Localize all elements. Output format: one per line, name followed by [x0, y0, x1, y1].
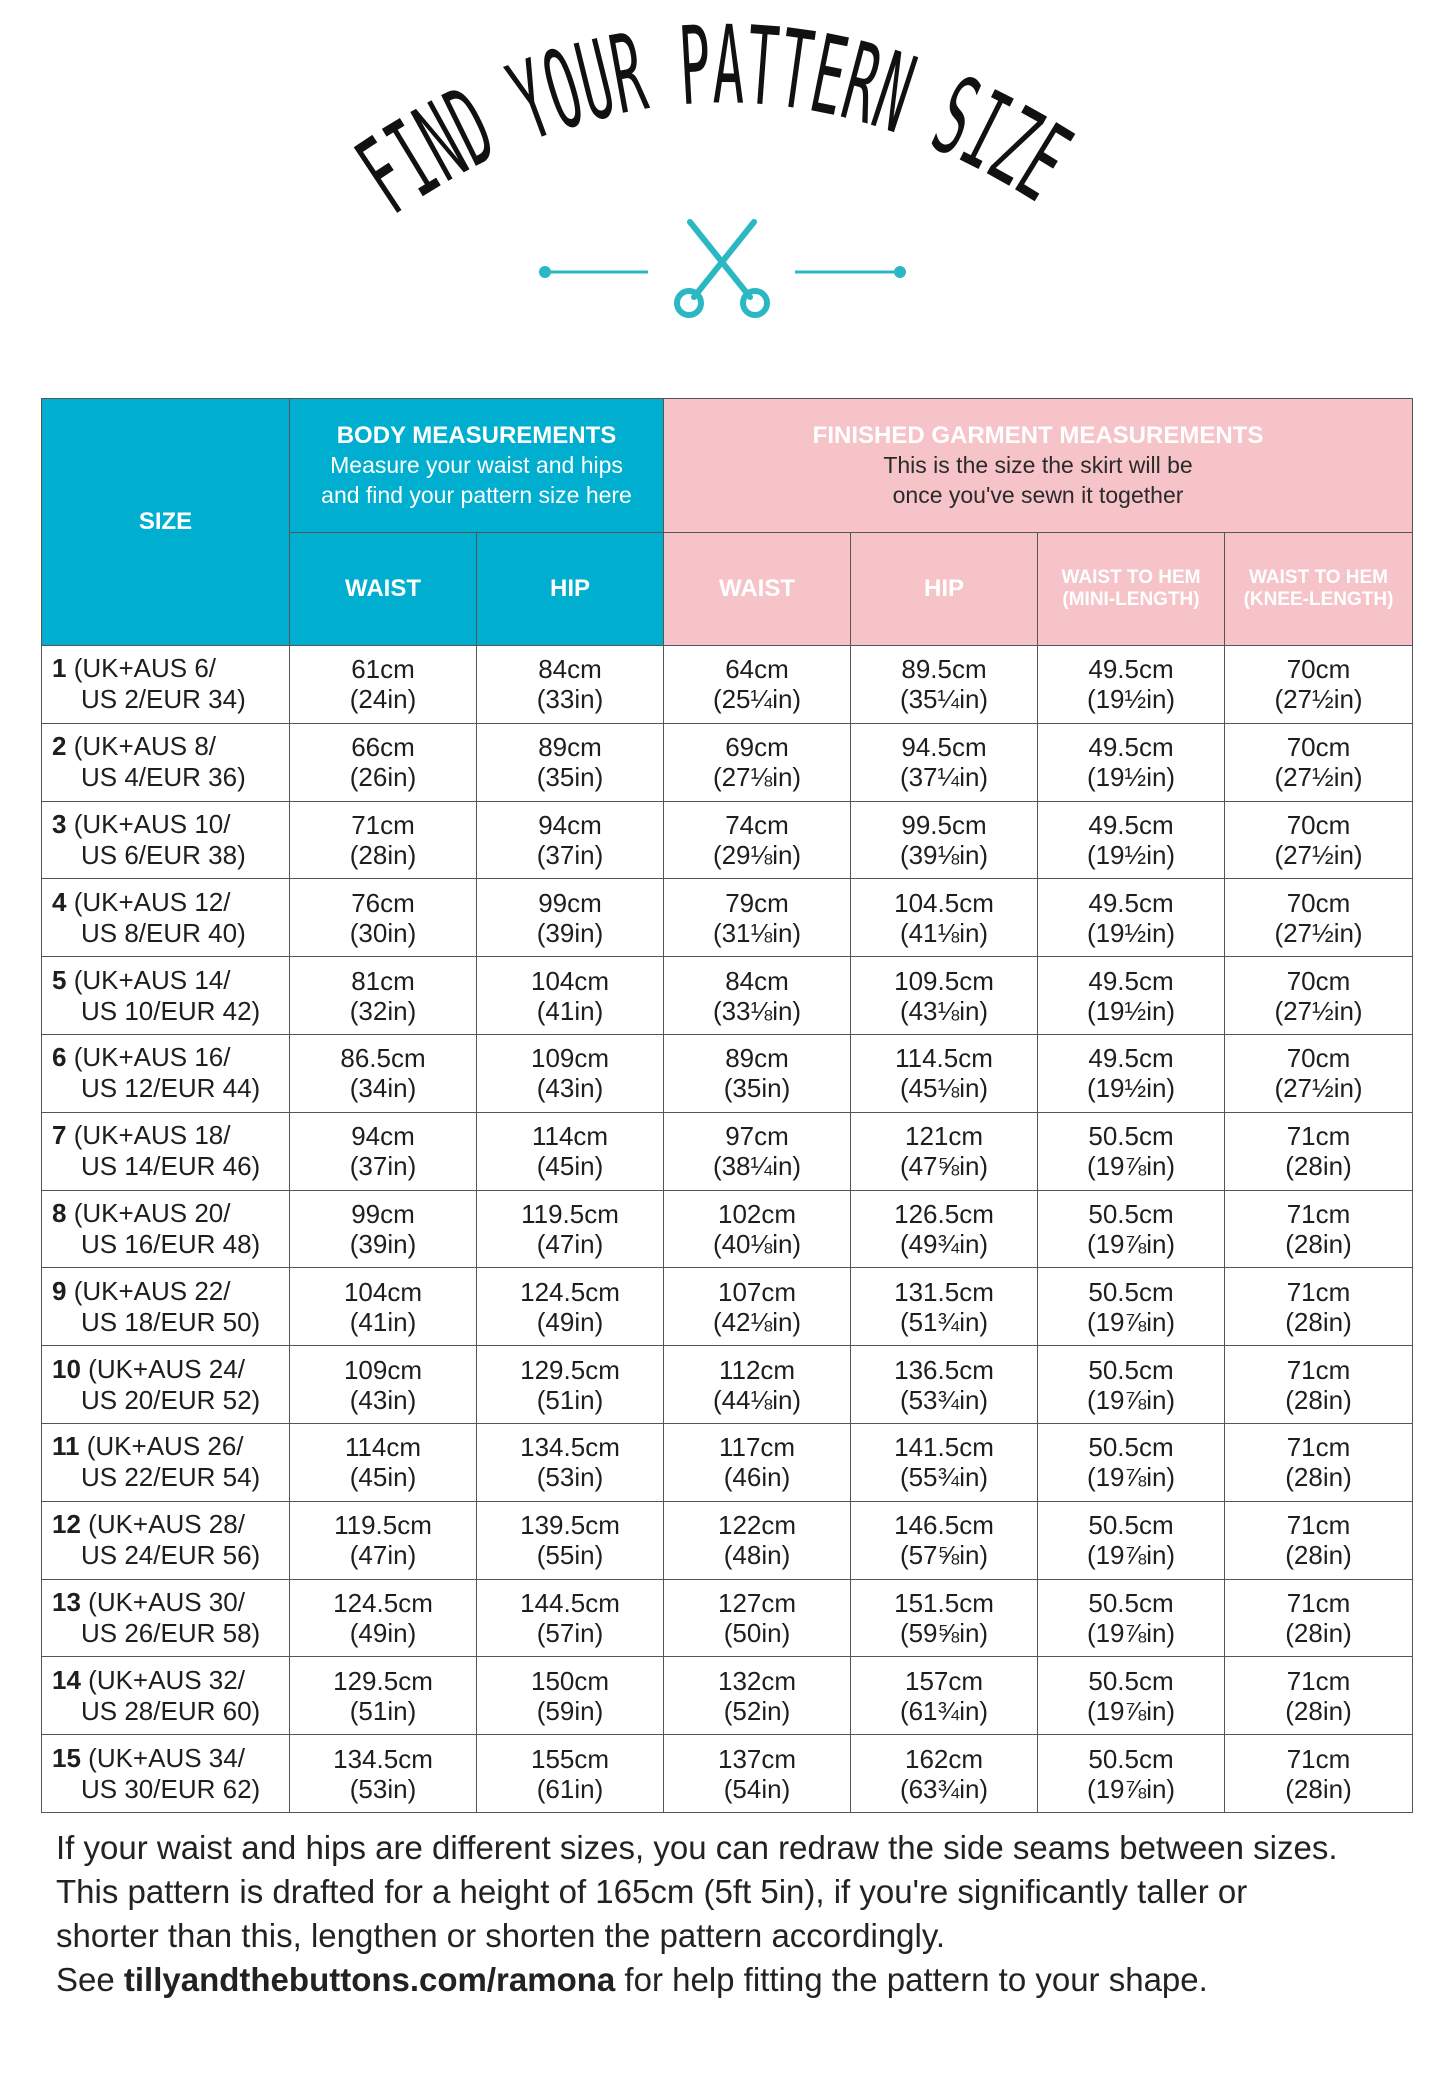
measurement-cell: 104.5cm (41⅛in)	[851, 879, 1038, 957]
measurement-cell: 151.5cm (59⅝in)	[851, 1579, 1038, 1657]
measurement-cell: 136.5cm (53¾in)	[851, 1346, 1038, 1424]
measurement-cell: 71cm (28in)	[1225, 1735, 1413, 1813]
measurement-cell: 114cm (45in)	[477, 1112, 664, 1190]
title-graphic	[0, 0, 1445, 330]
col-body-waist: WAIST	[290, 533, 477, 646]
table-row	[42, 801, 1413, 879]
table-row	[42, 1190, 1413, 1268]
measurement-cell: 70cm (27½in)	[1225, 801, 1413, 879]
measurement-cell: 122cm (48in)	[664, 1501, 851, 1579]
table-row	[42, 957, 1413, 1035]
measurement-cell: 49.5cm (19½in)	[1038, 957, 1225, 1035]
measurement-cell: 84cm (33in)	[477, 646, 664, 724]
measurement-cell: 134.5cm (53in)	[477, 1423, 664, 1501]
measurement-cell: 94cm (37in)	[477, 801, 664, 879]
measurement-cell: 50.5cm (19⅞in)	[1038, 1268, 1225, 1346]
size-cell: 6 (UK+AUS 16/ US 12/EUR 44)	[42, 1034, 290, 1112]
measurement-cell: 104cm (41in)	[290, 1268, 477, 1346]
measurement-cell: 124.5cm (49in)	[290, 1579, 477, 1657]
col-finished-hip: HIP	[851, 533, 1038, 646]
measurement-cell: 114.5cm (45⅛in)	[851, 1034, 1038, 1112]
measurement-cell: 117cm (46in)	[664, 1423, 851, 1501]
measurement-cell: 134.5cm (53in)	[290, 1735, 477, 1813]
size-cell: 4 (UK+AUS 12/ US 8/EUR 40)	[42, 879, 290, 957]
measurement-cell: 71cm (28in)	[1225, 1501, 1413, 1579]
measurement-cell: 64cm (25¼in)	[664, 646, 851, 724]
measurement-cell: 89cm (35in)	[664, 1034, 851, 1112]
table-row	[42, 1423, 1413, 1501]
table-row	[42, 723, 1413, 801]
measurement-cell: 71cm (28in)	[1225, 1190, 1413, 1268]
footer-line: If your waist and hips are different sizes, you can redraw the side seams between sizes.	[56, 1829, 1338, 1866]
col-body-hip: HIP	[477, 533, 664, 646]
measurement-cell: 76cm (30in)	[290, 879, 477, 957]
measurement-cell: 139.5cm (55in)	[477, 1501, 664, 1579]
measurement-cell: 49.5cm (19½in)	[1038, 1034, 1225, 1112]
finished-garment-header: FINISHED GARMENT MEASUREMENTS This is the size the skirt will be once you've sewn it together	[664, 399, 1413, 533]
footer-line: See tillyandthebuttons.com/ramona for help fitting the pattern to your shape.	[56, 1961, 1208, 1998]
measurement-cell: 124.5cm (49in)	[477, 1268, 664, 1346]
table-row	[42, 1112, 1413, 1190]
size-cell: 3 (UK+AUS 10/ US 6/EUR 38)	[42, 801, 290, 879]
measurement-cell: 50.5cm (19⅞in)	[1038, 1579, 1225, 1657]
measurement-cell: 162cm (63¾in)	[851, 1735, 1038, 1813]
measurement-cell: 70cm (27½in)	[1225, 1034, 1413, 1112]
measurement-cell: 71cm (28in)	[290, 801, 477, 879]
measurement-cell: 150cm (59in)	[477, 1657, 664, 1735]
measurement-cell: 49.5cm (19½in)	[1038, 801, 1225, 879]
size-cell: 12 (UK+AUS 28/ US 24/EUR 56)	[42, 1501, 290, 1579]
table-row	[42, 1501, 1413, 1579]
measurement-cell: 89.5cm (35¼in)	[851, 646, 1038, 724]
measurement-cell: 126.5cm (49¾in)	[851, 1190, 1038, 1268]
measurement-cell: 94.5cm (37¼in)	[851, 723, 1038, 801]
size-cell: 11 (UK+AUS 26/ US 22/EUR 54)	[42, 1423, 290, 1501]
measurement-cell: 97cm (38¼in)	[664, 1112, 851, 1190]
table-row	[42, 1735, 1413, 1813]
measurement-cell: 70cm (27½in)	[1225, 879, 1413, 957]
table-row	[42, 1346, 1413, 1424]
measurement-cell: 50.5cm (19⅞in)	[1038, 1657, 1225, 1735]
table-row	[42, 1579, 1413, 1657]
table-row	[42, 1268, 1413, 1346]
measurement-cell: 89cm (35in)	[477, 723, 664, 801]
measurement-cell: 121cm (47⅝in)	[851, 1112, 1038, 1190]
col-finished-waist: WAIST	[664, 533, 851, 646]
divider-line-left	[539, 266, 648, 278]
measurement-cell: 119.5cm (47in)	[290, 1501, 477, 1579]
measurement-cell: 107cm (42⅛in)	[664, 1268, 851, 1346]
measurement-cell: 70cm (27½in)	[1225, 723, 1413, 801]
measurement-cell: 79cm (31⅛in)	[664, 879, 851, 957]
measurement-cell: 86.5cm (34in)	[290, 1034, 477, 1112]
size-cell: 9 (UK+AUS 22/ US 18/EUR 50)	[42, 1268, 290, 1346]
footer-notes	[56, 1826, 1416, 2002]
table-row	[42, 879, 1413, 957]
footer-line: This pattern is drafted for a height of 165cm (5ft 5in), if you're significantly taller or	[56, 1873, 1248, 1910]
measurement-cell: 69cm (27⅛in)	[664, 723, 851, 801]
table-row	[42, 1657, 1413, 1735]
measurement-cell: 94cm (37in)	[290, 1112, 477, 1190]
measurement-cell: 50.5cm (19⅞in)	[1038, 1501, 1225, 1579]
measurement-cell: 50.5cm (19⅞in)	[1038, 1346, 1225, 1424]
size-cell: 1 (UK+AUS 6/ US 2/EUR 34)	[42, 646, 290, 724]
measurement-cell: 104cm (41in)	[477, 957, 664, 1035]
measurement-cell: 109cm (43in)	[477, 1034, 664, 1112]
page-title: FIND YOUR PATTERN SIZE	[337, 1, 1118, 243]
measurement-cell: 84cm (33⅛in)	[664, 957, 851, 1035]
measurement-cell: 146.5cm (57⅝in)	[851, 1501, 1038, 1579]
size-cell: 2 (UK+AUS 8/ US 4/EUR 36)	[42, 723, 290, 801]
size-cell: 13 (UK+AUS 30/ US 26/EUR 58)	[42, 1579, 290, 1657]
measurement-cell: 131.5cm (51¾in)	[851, 1268, 1038, 1346]
size-cell: 10 (UK+AUS 24/ US 20/EUR 52)	[42, 1346, 290, 1424]
measurement-cell: 129.5cm (51in)	[290, 1657, 477, 1735]
measurement-cell: 99cm (39in)	[477, 879, 664, 957]
measurement-cell: 61cm (24in)	[290, 646, 477, 724]
measurement-cell: 71cm (28in)	[1225, 1657, 1413, 1735]
footer-line: shorter than this, lengthen or shorten the pattern accordingly.	[56, 1917, 946, 1954]
size-cell: 14 (UK+AUS 32/ US 28/EUR 60)	[42, 1657, 290, 1735]
col-waist-to-hem-knee: WAIST TO HEM (KNEE-LENGTH)	[1225, 533, 1413, 646]
measurement-cell: 127cm (50in)	[664, 1579, 851, 1657]
measurement-cell: 112cm (44⅛in)	[664, 1346, 851, 1424]
measurement-cell: 49.5cm (19½in)	[1038, 646, 1225, 724]
table-row	[42, 646, 1413, 724]
measurement-cell: 102cm (40⅛in)	[664, 1190, 851, 1268]
table-row	[42, 1034, 1413, 1112]
measurement-cell: 155cm (61in)	[477, 1735, 664, 1813]
col-waist-to-hem-mini: WAIST TO HEM (MINI-LENGTH)	[1038, 533, 1225, 646]
measurement-cell: 144.5cm (57in)	[477, 1579, 664, 1657]
measurement-cell: 71cm (28in)	[1225, 1112, 1413, 1190]
measurement-cell: 119.5cm (47in)	[477, 1190, 664, 1268]
divider-line-right	[795, 266, 906, 278]
measurement-cell: 157cm (61¾in)	[851, 1657, 1038, 1735]
measurement-cell: 49.5cm (19½in)	[1038, 879, 1225, 957]
measurement-cell: 50.5cm (19⅞in)	[1038, 1190, 1225, 1268]
measurement-cell: 71cm (28in)	[1225, 1423, 1413, 1501]
measurement-cell: 109.5cm (43⅛in)	[851, 957, 1038, 1035]
measurement-cell: 70cm (27½in)	[1225, 957, 1413, 1035]
measurement-cell: 132cm (52in)	[664, 1657, 851, 1735]
scissors-icon	[677, 222, 767, 315]
size-cell: 7 (UK+AUS 18/ US 14/EUR 46)	[42, 1112, 290, 1190]
measurement-cell: 74cm (29⅛in)	[664, 801, 851, 879]
measurement-cell: 49.5cm (19½in)	[1038, 723, 1225, 801]
website-link[interactable]: tillyandthebuttons.com/ramona	[123, 1961, 616, 1998]
measurement-cell: 99cm (39in)	[290, 1190, 477, 1268]
measurement-cell: 50.5cm (19⅞in)	[1038, 1423, 1225, 1501]
size-cell: 5 (UK+AUS 14/ US 10/EUR 42)	[42, 957, 290, 1035]
measurement-cell: 129.5cm (51in)	[477, 1346, 664, 1424]
measurement-cell: 141.5cm (55¾in)	[851, 1423, 1038, 1501]
size-header: SIZE	[42, 399, 290, 646]
measurement-cell: 50.5cm (19⅞in)	[1038, 1112, 1225, 1190]
measurement-cell: 109cm (43in)	[290, 1346, 477, 1424]
measurement-cell: 66cm (26in)	[290, 723, 477, 801]
measurement-cell: 99.5cm (39⅛in)	[851, 801, 1038, 879]
measurement-cell: 50.5cm (19⅞in)	[1038, 1735, 1225, 1813]
size-cell: 15 (UK+AUS 34/ US 30/EUR 62)	[42, 1735, 290, 1813]
size-chart	[41, 398, 1412, 1813]
measurement-cell: 71cm (28in)	[1225, 1346, 1413, 1424]
measurement-cell: 137cm (54in)	[664, 1735, 851, 1813]
size-cell: 8 (UK+AUS 20/ US 16/EUR 48)	[42, 1190, 290, 1268]
measurement-cell: 114cm (45in)	[290, 1423, 477, 1501]
measurement-cell: 81cm (32in)	[290, 957, 477, 1035]
body-measurements-header: BODY MEASUREMENTS Measure your waist and hips and find your pattern size here	[290, 399, 664, 533]
measurement-cell: 71cm (28in)	[1225, 1579, 1413, 1657]
measurement-cell: 70cm (27½in)	[1225, 646, 1413, 724]
size-table	[41, 398, 1413, 1813]
measurement-cell: 71cm (28in)	[1225, 1268, 1413, 1346]
